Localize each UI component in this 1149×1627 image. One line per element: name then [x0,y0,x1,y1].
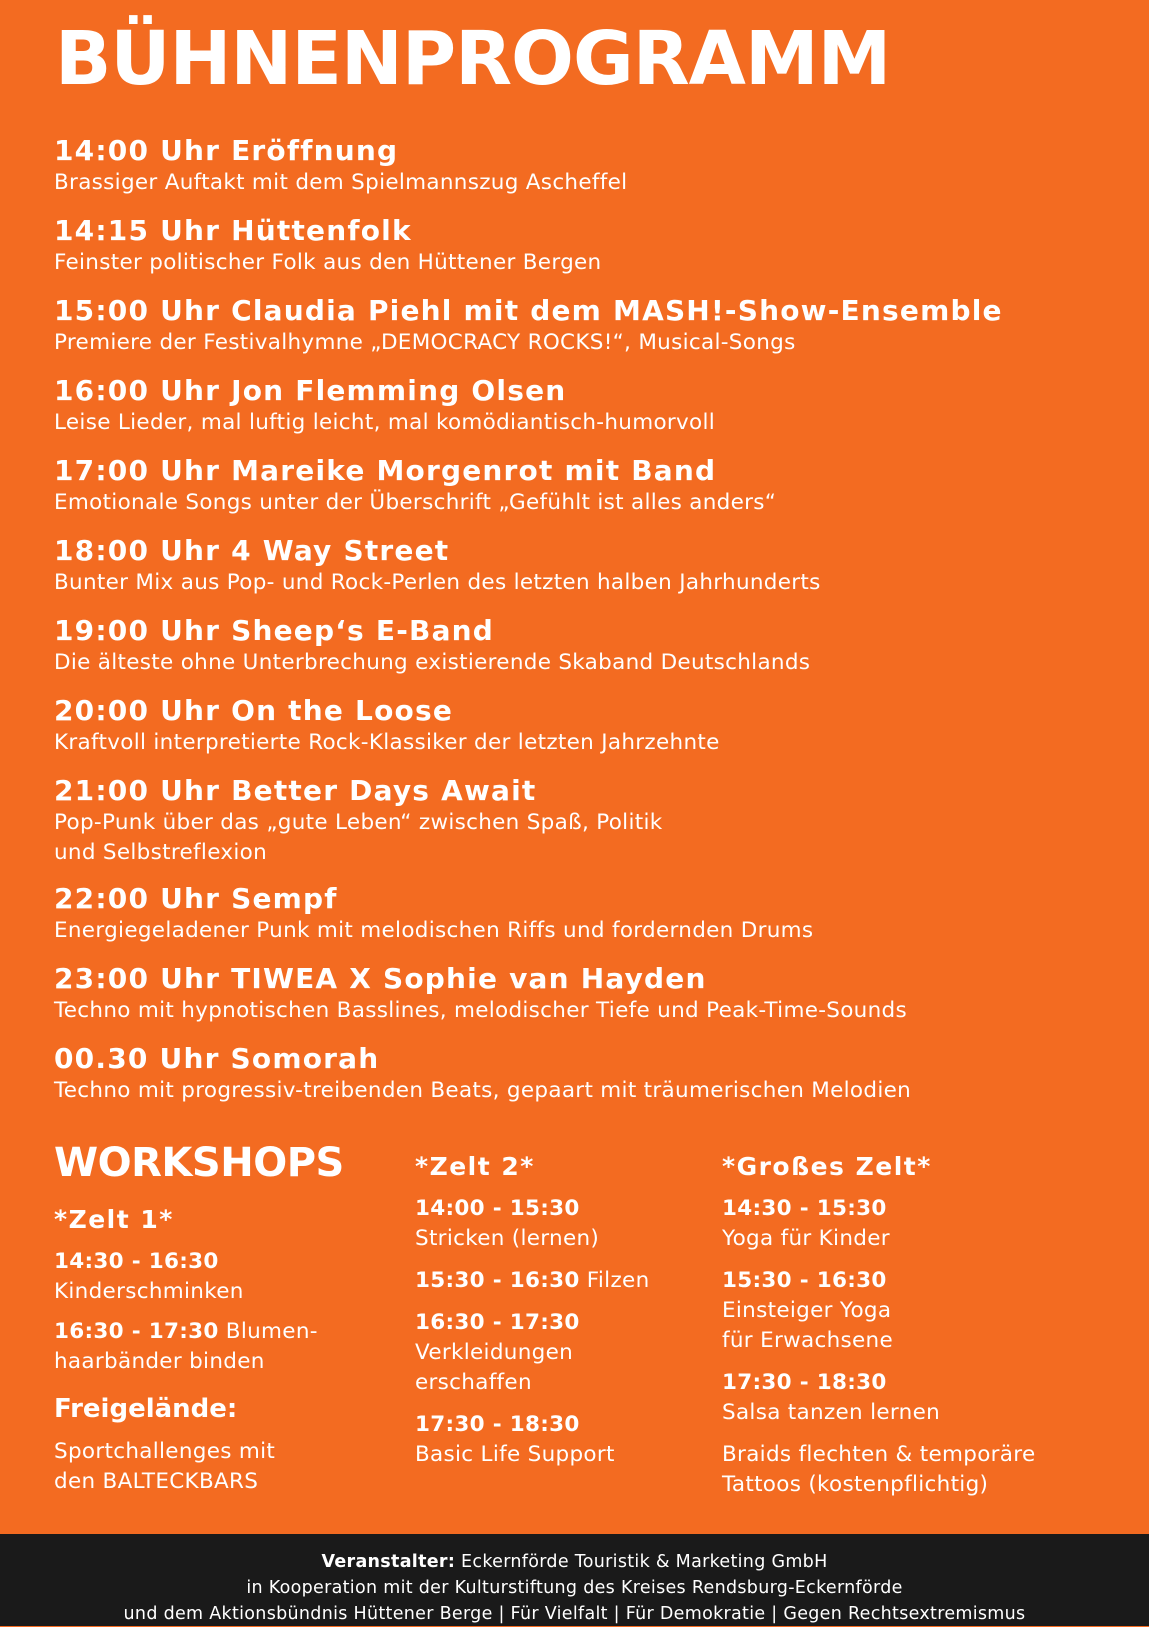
workshop-time: 14:00 - 15:30 [415,1196,580,1221]
act-item [54,1042,1134,1122]
workshop-time: 16:30 - 17:30 [415,1310,580,1335]
workshop-time: 15:30 - 16:30 [722,1268,887,1293]
act-description: Energiegeladener Punk mit melodischen Riffs und fordernden Drums [54,918,814,943]
act-item [54,694,1134,774]
organizer-footer [0,1534,1149,1626]
act-title: 14:00 Uhr Eröffnung [54,134,399,167]
act-description: Brassiger Auftakt mit dem Spielmannszug Ascheffel [54,170,628,195]
workshop-time: 17:30 - 18:30 [415,1412,580,1437]
workshop-text: Kinderschminken [54,1279,244,1304]
act-title: 16:00 Uhr Jon Flemming Olsen [54,374,567,407]
act-item [54,294,1134,374]
act-description: Pop-Punk über das „gute Leben“ zwischen Spaß, Politik und Selbstreflexion [54,810,663,865]
act-description: Die älteste ohne Unterbrechung existierende Skaband Deutschlands [54,650,811,675]
act-description: Kraftvoll interpretierte Rock-Klassiker der letzten Jahrzehnte [54,730,720,755]
workshop-column-zelt-1 [54,1205,394,1497]
act-description: Techno mit hypnotischen Basslines, melodischer Tiefe und Peak-Time-Sounds [54,998,907,1023]
column-title: *Großes Zelt* [722,1152,932,1181]
act-title: 22:00 Uhr Sempf [54,882,338,915]
workshop-text: Filzen [579,1268,650,1293]
workshop-text: Blumen- haarbänder binden [54,1319,318,1374]
workshop-time: 14:30 - 15:30 [722,1196,887,1221]
workshop-text: Braids flechten & temporäre Tattoos (kostenpflichtig) [722,1442,1036,1497]
workshop-text: Stricken (lernen) [415,1226,600,1251]
act-title: 21:00 Uhr Better Days Await [54,774,537,807]
workshop-item [722,1266,1142,1356]
workshop-time: 17:30 - 18:30 [722,1370,887,1395]
workshop-time: 16:30 - 17:30 [54,1319,219,1344]
freigelaende-title: Freigelände: [54,1394,238,1424]
workshop-text: Verkleidungen erschaffen [415,1340,574,1395]
workshop-item [415,1266,705,1296]
workshop-item [415,1308,705,1398]
act-item [54,134,1134,214]
act-title: 15:00 Uhr Claudia Piehl mit dem MASH!-Show-Ensemble [54,294,1003,327]
column-title: *Zelt 2* [415,1152,535,1181]
page-title: BÜHNENPROGRAMM [55,16,891,102]
act-description: Techno mit progressiv-treibenden Beats, gepaart mit träumerischen Melodien [54,1078,912,1103]
workshop-item [415,1410,705,1470]
footer-organizer: Eckernförde Touristik & Marketing GmbH [455,1552,828,1572]
act-item [54,214,1134,294]
act-item [54,774,1134,882]
workshop-time: 15:30 - 16:30 [415,1268,580,1293]
workshop-item [722,1194,1142,1254]
act-description: Emotionale Songs unter der Überschrift „Gefühlt ist alles anders“ [54,490,777,515]
act-title: 00.30 Uhr Somorah [54,1042,380,1075]
act-title: 23:00 Uhr TIWEA X Sophie van Hayden [54,962,707,995]
workshop-item [54,1317,394,1377]
column-title: *Zelt 1* [54,1205,174,1234]
stage-schedule [54,134,1134,1122]
workshop-text: Yoga für Kinder [722,1226,890,1251]
workshops-heading: WORKSHOPS [54,1140,344,1186]
act-item [54,882,1134,962]
act-description: Premiere der Festivalhymne „DEMOCRACY ROCKS!“, Musical-Songs [54,330,796,355]
act-title: 19:00 Uhr Sheep‘s E-Band [54,614,495,647]
act-description: Feinster politischer Folk aus den Hüttener Bergen [54,250,602,275]
workshop-text: Basic Life Support [415,1442,615,1467]
footer-line: in Kooperation mit der Kulturstiftung des Kreises Rendsburg-Eckernförde [246,1578,903,1598]
act-item [54,614,1134,694]
workshop-item [722,1440,1142,1500]
footer-label: Veranstalter: [321,1552,456,1572]
workshop-item [722,1368,1142,1428]
act-item [54,962,1134,1042]
act-description: Bunter Mix aus Pop- und Rock-Perlen des letzten halben Jahrhunderts [54,570,821,595]
workshop-time: 14:30 - 16:30 [54,1249,219,1274]
act-title: 17:00 Uhr Mareike Morgenrot mit Band [54,454,717,487]
workshop-text: Salsa tanzen lernen [722,1400,941,1425]
workshop-column-zelt-2 [415,1152,705,1470]
act-title: 18:00 Uhr 4 Way Street [54,534,450,567]
footer-line [0,1549,1149,1575]
act-item [54,454,1134,534]
act-item [54,534,1134,614]
act-title: 14:15 Uhr Hüttenfolk [54,214,412,247]
workshop-item [415,1194,705,1254]
workshop-item [54,1247,394,1307]
act-title: 20:00 Uhr On the Loose [54,694,454,727]
freigelaende-text [54,1437,394,1497]
act-item [54,374,1134,454]
workshop-column-grosses-zelt [722,1152,1142,1500]
act-description: Leise Lieder, mal luftig leicht, mal komödiantisch-humorvoll [54,410,716,435]
footer-line: und dem Aktionsbündnis Hüttener Berge | Für Vielfalt | Für Demokratie | Gegen Rechtsextremismus [123,1604,1026,1624]
workshop-text: Einsteiger Yoga für Erwachsene [722,1298,893,1353]
workshop-text: Sportchallenges mit den BALTECKBARS [54,1439,276,1494]
